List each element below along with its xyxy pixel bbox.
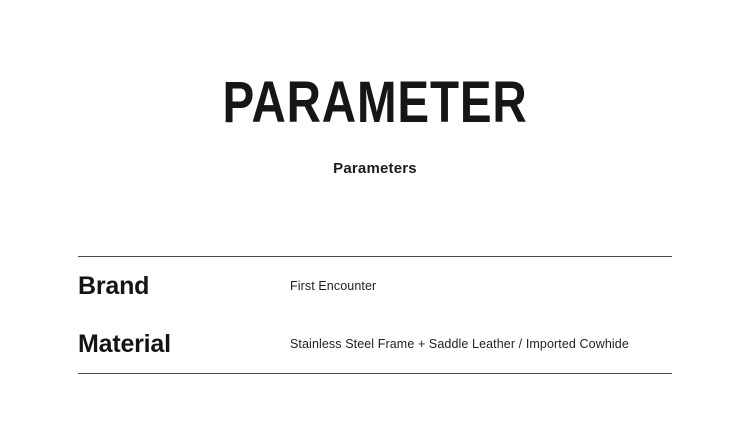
spec-value-brand: First Encounter [290,279,377,293]
table-bottom-rule [78,373,672,374]
spec-value-material: Stainless Steel Frame + Saddle Leather / Imported Cowhide [290,337,629,351]
table-row [78,315,672,373]
spec-label-material: Material [78,329,171,358]
page-title: PARAMETER [222,70,528,135]
spec-table [78,256,672,374]
spec-label-brand: Brand [78,271,150,300]
header-block [0,0,750,177]
page-subtitle: Parameters [333,160,417,177]
table-row [78,257,672,315]
